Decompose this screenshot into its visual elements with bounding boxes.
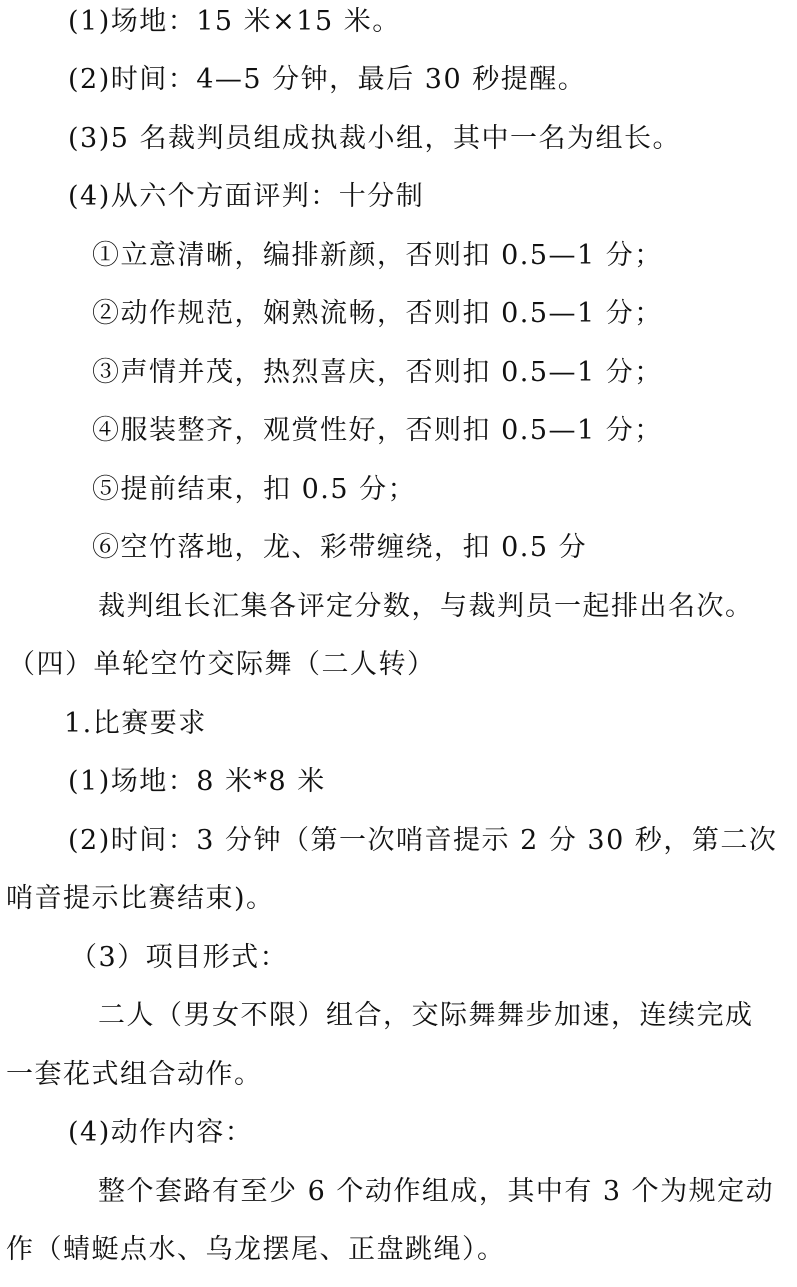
referee-group-line: (3)5 名裁判员组成执裁小组，其中一名为组长。 (68, 123, 682, 154)
content-heading: (4)动作内容： (68, 1117, 254, 1148)
criterion-5: ⑤提前结束，扣 0.5 分； (92, 474, 417, 505)
section-heading: （四）单轮空竹交际舞（二人转） (8, 649, 436, 680)
criterion-3: ③声情并茂，热烈喜庆，否则扣 0.5—1 分； (92, 357, 663, 388)
judging-aspects-line: (4)从六个方面评判：十分制 (68, 181, 425, 212)
format-heading: （3）项目形式： (70, 942, 289, 973)
criterion-6: ⑥空竹落地，龙、彩带缠绕，扣 0.5 分 (92, 532, 588, 563)
content-paragraph: 整个套路有至少 6 个动作组成，其中有 3 个为规定动 (98, 1176, 775, 1207)
content-paragraph-cont: 作（蜻蜓点水、乌龙摆尾、正盘跳绳）。 (6, 1234, 506, 1265)
venue-line-2: (1)场地：8 米*8 米 (68, 766, 326, 797)
subsection-heading: 1.比赛要求 (64, 708, 207, 739)
criterion-2: ②动作规范，娴熟流畅，否则扣 0.5—1 分； (92, 298, 663, 329)
venue-line: (1)场地：15 米×15 米。 (68, 6, 401, 37)
time-line-2: (2)时间：3 分钟（第一次哨音提示 2 分 30 秒，第二次 (68, 825, 778, 856)
format-paragraph-cont: 一套花式组合动作。 (6, 1059, 263, 1090)
time-line: (2)时间：4—5 分钟，最后 30 秒提醒。 (68, 64, 587, 95)
criterion-1: ①立意清晰，编排新颜，否则扣 0.5—1 分； (92, 240, 663, 271)
format-paragraph: 二人（男女不限）组合，交际舞舞步加速，连续完成 (98, 1000, 754, 1031)
time-line-2-cont: 哨音提示比赛结束)。 (6, 883, 275, 914)
ranking-paragraph: 裁判组长汇集各评定分数，与裁判员一起排出名次。 (98, 591, 754, 622)
criterion-4: ④服装整齐，观赏性好，否则扣 0.5—1 分； (92, 415, 663, 446)
